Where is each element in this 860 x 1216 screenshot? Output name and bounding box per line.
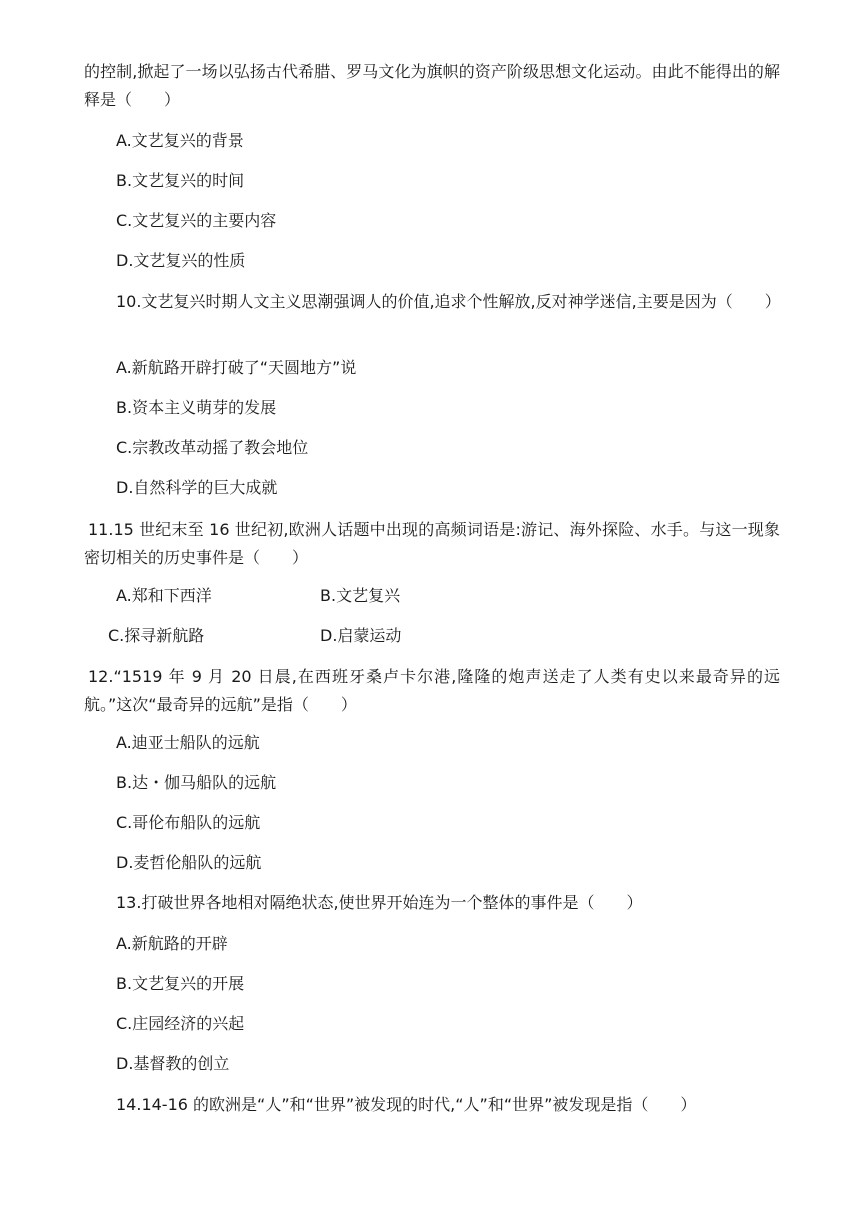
question-12-option-a: A.迪亚士船队的远航 [116, 733, 260, 752]
question-11-option-a: A.郑和下西洋 [116, 586, 212, 605]
question-10-option-b: B.资本主义萌芽的发展 [116, 398, 277, 417]
question-9-option-c: C.文艺复兴的主要内容 [116, 211, 277, 230]
question-12-option-d: D.麦哲伦船队的远航 [116, 853, 262, 872]
question-13-option-b: B.文艺复兴的开展 [116, 974, 245, 993]
question-12-option-c: C.哥伦布船队的远航 [116, 813, 261, 832]
question-14-stem: 14.14-16 的欧洲是“人”和“世界”被发现的时代,“人”和“世界”被发现是指（ ） [116, 1095, 697, 1114]
question-9-option-d: D.文艺复兴的性质 [116, 251, 246, 270]
question-12-option-b: B.达・伽马船队的远航 [116, 773, 277, 792]
question-10-option-c: C.宗教改革动摇了教会地位 [116, 438, 309, 457]
question-9-option-b: B.文艺复兴的时间 [116, 171, 245, 190]
question-11-stem: 11.15 世纪末至 16 世纪初,欧洲人话题中出现的高频词语是:游记、海外探险、水手。与这一现象密切相关的历史事件是（ ） [84, 520, 780, 567]
question-13-option-c: C.庄园经济的兴起 [116, 1014, 245, 1033]
question-13-option-a: A.新航路的开辟 [116, 934, 228, 953]
question-9-stem: 的控制,掀起了一场以弘扬古代希腊、罗马文化为旗帜的资产阶级思想文化运动。由此不能得出的解释是（ ） [84, 62, 780, 109]
question-11-option-b: B.文艺复兴 [320, 586, 401, 605]
question-13-option-d: D.基督教的创立 [116, 1054, 230, 1073]
question-13-stem: 13.打破世界各地相对隔绝状态,使世界开始连为一个整体的事件是（ ） [116, 893, 643, 912]
question-11-option-d: D.启蒙运动 [320, 626, 402, 645]
question-11-option-c: C.探寻新航路 [108, 626, 205, 645]
question-12-stem: 12.“1519 年 9 月 20 日晨,在西班牙桑卢卡尔港,隆隆的炮声送走了人类有史以来最奇异的远航。”这次“最奇异的远航”是指（ ） [84, 667, 780, 714]
question-10-option-a: A.新航路开辟打破了“天圆地方”说 [116, 358, 357, 377]
question-9-option-a: A.文艺复兴的背景 [116, 131, 244, 150]
question-10-option-d: D.自然科学的巨大成就 [116, 478, 278, 497]
question-10-stem: 10.文艺复兴时期人文主义思潮强调人的价值,追求个性解放,反对神学迷信,主要是因为（ ） [116, 292, 781, 311]
